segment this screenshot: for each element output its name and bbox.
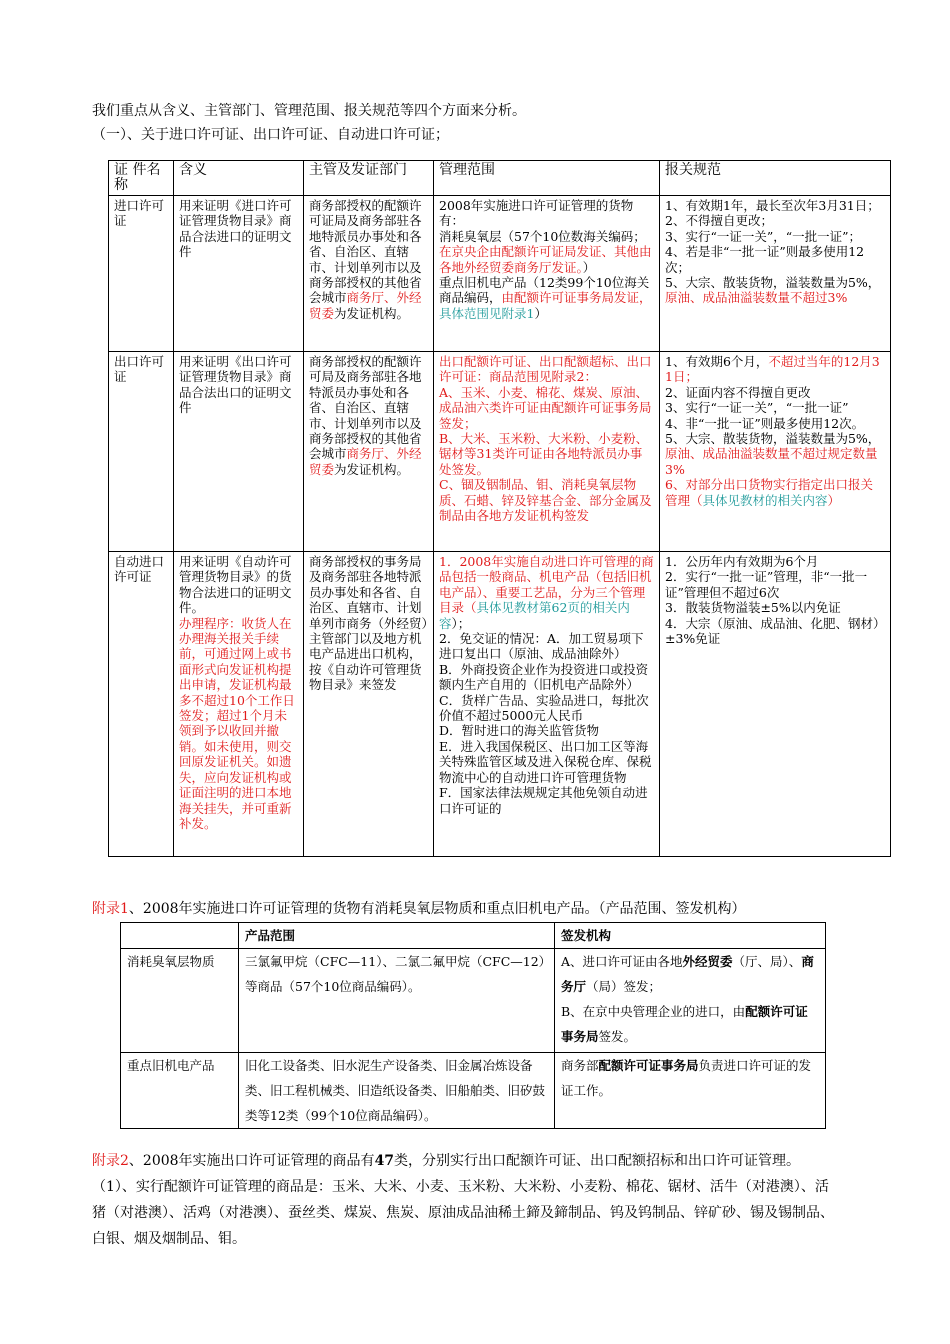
table-row (109, 352, 891, 552)
scope-text: ）； (451, 615, 471, 631)
agency-text: 签发。 (598, 1029, 637, 1044)
table-row (109, 196, 891, 352)
cert-name: 进口许可证 (109, 196, 174, 352)
cert-rules (660, 552, 891, 857)
rule-text: 3、实行“一证一关”，“一批一证” (665, 400, 849, 416)
header-cert-name: 证 件名称 (109, 161, 174, 196)
dept-highlight: 商务厅、外经贸委 (309, 290, 422, 321)
rule-text: 4、若是非“一批一证”则最多使用12次； (665, 244, 865, 275)
dept-text: 商务部授权的配额许可局及商务部驻各地特派员办事处和各省、自治区、直辖市、计划单列市以及商务部授权的其他省会城市 (309, 354, 422, 462)
cert-scope (434, 552, 660, 857)
appendix2-count: 47 (374, 1153, 395, 1169)
table-header-row (121, 923, 826, 949)
rule-text: 4．大宗（原油、成品油、化肥、钢材）±3%免证 (665, 615, 880, 647)
header-product-scope: 产品范围 (239, 923, 555, 949)
issuing-agency (555, 949, 826, 1053)
agency-text: 商务部 (561, 1058, 599, 1073)
product-name: 消耗臭氧层物质 (121, 949, 239, 1053)
scope-text: ） (534, 305, 547, 321)
dept-text: 商务部授权的配额许可证局及商务部驻各地特派员办事处和各省、自治区、直辖市、计划单列市以及商务部授权的其他省会城市 (309, 198, 422, 306)
scope-text: 消耗臭氧层（57个10位数海关编码； (439, 228, 646, 244)
header-scope: 管理范围 (434, 161, 660, 196)
cert-name: 出口许可证 (109, 352, 174, 552)
agency-text: （局）签发； (586, 979, 662, 994)
appendix1-table (120, 922, 826, 1129)
rule-text: 1、有效期1年，最长至次年3月31日； (665, 198, 880, 213)
scope-text: D．暂时进口的海关监管货物 (439, 723, 600, 739)
rule-text: 1、有效期6个月， (665, 354, 769, 369)
cert-meaning: 用来证明《出口许可证管理货物目录》商品合法出口的证明文件 (174, 352, 304, 552)
appendix2-text: 类，分别实行出口配额许可证、出口配额招标和出口许可证管理。 (394, 1153, 801, 1169)
rule-text: 2、证面内容不得擅自更改 (665, 384, 811, 400)
appendix2-heading (92, 1150, 800, 1172)
header-blank (121, 923, 239, 949)
agency-text: B、在京中央管理企业的进口，由 (561, 1004, 746, 1019)
appendix1-heading (92, 898, 746, 920)
procedure-text: 办理程序：收货人在办理海关报关手续前，可通过网上或书面形式向发证机构提出申请，发证机构最多不超过10个工作日签发；超过1个月未领到予以收回并撤销。如未使用，则交回原发证机关。如遗失，应向发证机构或证面注明的进口本地海关挂失，并可重新补发。 (179, 615, 295, 831)
cert-rules (660, 352, 891, 552)
appendix1-label: 附录1 (92, 901, 129, 917)
scope-text: 2．免交证的情况：A．加工贸易项下进口复出口（原油、成品油除外） (439, 631, 644, 662)
agency-text: 负责进口许可证的发证工作。 (561, 1058, 812, 1098)
meaning-text: 用来证明《自动许可管理货物目录》的货物合法进口的证明文件。 (179, 554, 292, 616)
rule-text: 5、大宗、散装货物，溢装数量为5%， (665, 275, 881, 291)
scope-text: 2008年实施进口许可证管理的货物有： (439, 198, 634, 229)
table-row (121, 1053, 826, 1129)
appendix2-line-3: 猪（对港澳）、活鸡（对港澳）、蚕丝类、煤炭、焦炭、原油成品油稀土鍗及鍗制品、钨及钨制品、锌矿砂、锡及锡制品、 (92, 1205, 834, 1221)
scope-text: C、锢及铟制品、钼、消耗臭氧层物质、石蜡、锌及锌基合金、部分金属及制品由各地方发证机构签发 (439, 477, 652, 524)
cert-department: 商务部授权的事务局及商务部驻各地特派员办事处和各省、自治区、直辖市、计划单列市商务（外经贸）主管部门以及地方机电产品进出口机构，按《自动许可管理货物目录》来签发 (304, 552, 434, 857)
header-department: 主管及发证部门 (304, 161, 434, 196)
appendix2-line-2: （1）、实行配额许可证管理的商品是：玉米、大米、小麦、玉米粉、大米粉、小麦粉、棉花、锯材、活牛（对港澳）、活 (92, 1179, 829, 1195)
rule-text: 3、实行“一证一关”，“一批一证”； (665, 228, 862, 244)
dept-text-end: 为发证机构。 (334, 461, 410, 477)
cert-name: 自动进口许可证 (109, 552, 174, 857)
rule-text: 3．散装货物溢装±5%以内免证 (665, 600, 841, 616)
rule-highlight: 原油、成品油溢装数量不超过规定数量3% (665, 446, 878, 477)
scope-text: B、大米、玉米粉、大米粉、小麦粉、锯材等31类许可证由各地特派员办事处签发。 (439, 431, 649, 477)
rule-highlight: 原油、成品油溢装数量不超过3% (665, 290, 848, 306)
issuing-agency (555, 1053, 826, 1129)
scope-text: A、玉米、小麦、棉花、煤炭、原油、成品油六类许可证由配额许可证事务局签发； (439, 384, 652, 431)
appendix2-label: 附录2 (92, 1153, 129, 1169)
intro-line-2: （一）、关于进口许可证、出口许可证、自动进口许可证； (92, 127, 449, 143)
cert-department (304, 196, 434, 352)
scope-text: E．进入我国保税区、出口加工区等海关特殊监管区域及进入保税仓库、保税物流中心的自动进口许可管理货物 (439, 738, 652, 785)
dept-highlight: 商务厅、外经贸委 (309, 446, 422, 477)
cert-meaning: 用来证明《进口许可证管理货物目录》商品合法进口的证明文件 (174, 196, 304, 352)
rule-highlight: 不超过当年的12月31日； (665, 354, 880, 385)
scope-highlight: 在京央企由配额许可证局发证、其他由各地外经贸委商务厅发证。 (439, 244, 652, 275)
scope-highlight: 由配额许可证事务局发证， (501, 290, 652, 306)
rule-highlight: 6、对部分出口货物实行指定出口报关管理（ (665, 477, 873, 508)
rule-text: 1．公历年内有效期为6个月 (665, 554, 819, 569)
scope-highlight: 1．2008年实施自动进口许可管理的商品包括一般商品、机电产品（包括旧机电产品）、重要工艺品，分为三个管理目录（ (439, 554, 654, 616)
cert-meaning (174, 552, 304, 857)
agency-bold: 商务厅 (561, 954, 814, 994)
dept-text-end: 为发证机构。 (334, 305, 410, 321)
product-scope: 旧化工设备类、旧水泥生产设备类、旧金属冶炼设备类、旧工程机械类、旧造纸设备类、旧船舶类、旧矽鼓类等12类（99个10位商品编码）。 (239, 1053, 555, 1129)
cert-rules (660, 196, 891, 352)
agency-text: （厅、局）、 (732, 954, 802, 969)
appendix2-line-4: 白银、烟及烟制品、钼。 (92, 1231, 246, 1247)
appendix2-text: 、2008年实施出口许可证管理的商品有 (128, 1153, 375, 1169)
agency-bold: 配额许可证事务局 (598, 1058, 699, 1073)
rule-highlight: ） (827, 492, 841, 508)
header-issuing-agency: 签发机构 (555, 923, 826, 949)
license-comparison-table (108, 160, 891, 857)
agency-bold: 外经贸委 (682, 954, 733, 969)
scope-text: F．国家法律法规规定其他免领自动进口许可证的 (439, 785, 648, 816)
table-header-row (109, 161, 891, 196)
intro-line-1: 我们重点从含义、主管部门、管理范围、报关规范等四个方面来分析。 (92, 103, 526, 119)
product-scope: 三氯氟甲烷（CFC—11）、二氯二氟甲烷（CFC—12）等商品（57个10位商品编码）。 (239, 949, 555, 1053)
header-meaning: 含义 (174, 161, 304, 196)
scope-text: C．货样广告品、实验品进口，每批次价值不超过5000元人民币 (439, 692, 649, 724)
textbook-reference: 具体见教材的相关内容 (702, 492, 828, 508)
table-row (109, 552, 891, 857)
rule-text: 5、大宗、散装货物，溢装数量为5%， (665, 431, 881, 447)
scope-text: ） (582, 259, 596, 275)
agency-bold: 配额许可证事务局 (561, 1004, 808, 1044)
scope-text: 出口配额许可证、出口配额超标、出口许可证：商品范围见附录2： (439, 354, 652, 385)
scope-text: 重点旧机电产品（12类99个10位海关商品编码， (439, 275, 650, 306)
textbook-reference: 具体见教材第62页的相关内容 (439, 600, 630, 631)
rule-text: 4、非“一批一证”则最多使用12次。 (665, 415, 865, 431)
cert-department (304, 352, 434, 552)
appendix1-text: 、2008年实施进口许可证管理的货物有消耗臭氧层物质和重点旧机电产品。（产品范围、签发机构） (128, 901, 746, 917)
cert-scope (434, 352, 660, 552)
rule-text: 2．实行“一批一证”管理，非“一批一证”管理但不超过6次 (665, 569, 868, 600)
agency-text: A、进口许可证由各地 (561, 954, 683, 969)
appendix-reference: 具体范围见附录1 (439, 305, 535, 321)
cert-scope (434, 196, 660, 352)
product-name: 重点旧机电产品 (121, 1053, 239, 1129)
scope-text: B．外商投资企业作为投资进口或投资额内生产自用的（旧机电产品除外） (439, 661, 649, 693)
header-rules: 报关规范 (660, 161, 891, 196)
rule-text: 2、不得擅自更改； (665, 213, 773, 229)
table-row (121, 949, 826, 1053)
